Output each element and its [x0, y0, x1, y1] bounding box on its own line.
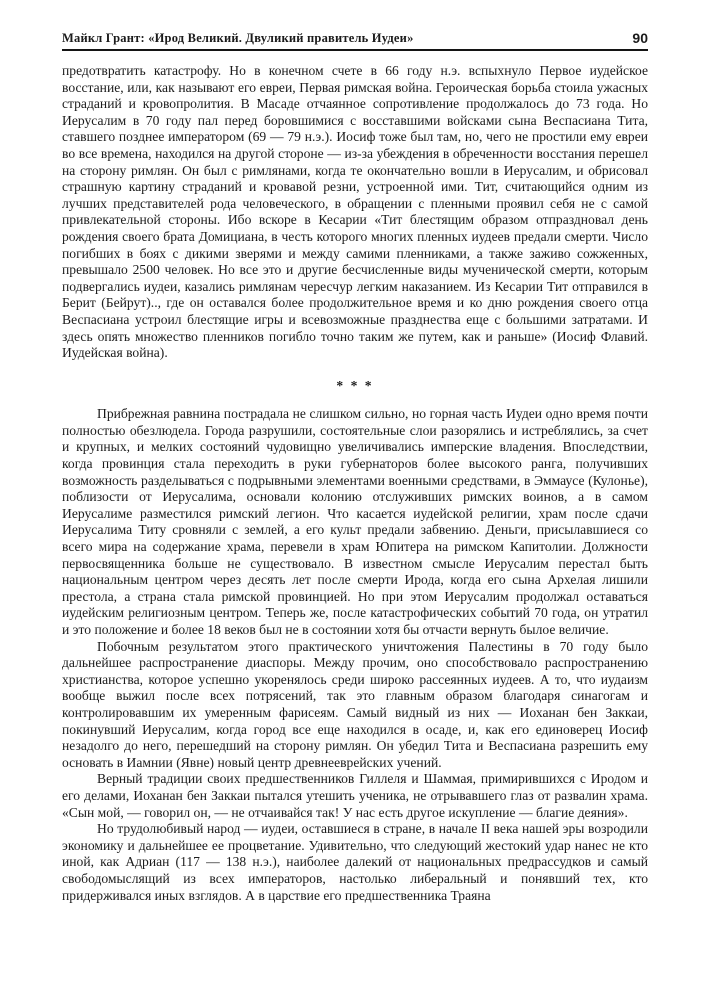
paragraph-continuation: предотвратить катастрофу. Но в конечном счете в 66 году н.э. вспыхнуло Первое иудейское восстание, или, как называют его евреи, Первая римская война. Героическая борьба стоила ужасных страданий и кровопролития. В Масаде отчаянное сопротивление продолжалось до 73 года. Но Иерусалим в 70 году пал перед боровшимися с восставшими войсками сына Веспасиана Тита, ставшего позднее императором (69 — 79 н.э.). Иосиф тоже был там, но, чего не простили ему евреи во все времена, находился на другой стороне — из-за убеждения в обреченности восстания перешел на сторону римлян. Он был с римлянами, когда те окончательно вошли в Иерусалим, и обрисовал страшную картину страданий и кровавой резни, устроенной ими. Тит, считающийся одним из лучших представителей рода человеческого, в обращении с пленными проявил себя не с самой привлекательной стороны. Ибо вскоре в Кесарии «Тит блестящим образом отпраздновал день рождения своего брата Домициана, в честь которого многих пленных иудеев предали смерти. Число погибших в боях с дикими зверями и между самими пленниками, а также заживо сожженных, превышало 2500 человек. Но все это и другие бесчисленные виды мученической смерти, которым подвергались иудеи, казались римлянам чересчур легким наказанием. Из Кесарии Тит отправился в Берит (Бейрут).., где он оставался более продолжительное время и ко дню рождения своего отца Веспасиана устроил блестящие игры и всевозможные празднества еще с большими затратами. И здесь опять множество пленников погибло точно таким же путем, как и раньше» (Иосиф Флавий. Иудейская война).	[62, 63, 648, 361]
page-number: 90	[632, 30, 648, 46]
page-body-text	[62, 63, 648, 904]
running-head-title: Майкл Грант: «Ирод Великий. Двуликий правитель Иудеи»	[62, 31, 414, 45]
page-header	[62, 30, 648, 46]
paragraph: Верный традиции своих предшественников Гиллеля и Шаммая, примирившихся с Иродом и его делами, Иоханан бен Заккаи пытался утешить ученика, не отрывавшего глаз от развалин храма. «Сын мой, — говорил он, — не отчаивайся так! У нас есть другое искупление — благие деяния».	[62, 771, 648, 820]
header-rule	[62, 49, 648, 51]
paragraph: Прибрежная равнина пострадала не слишком сильно, но горная часть Иудеи одно время почти полностью обезлюдела. Города разрушили, состоятельные слои разорялись и истреблялись, за счет и крупных, и мелких состояний чудовищно увеличивались имперские владения. Впоследствии, когда провинция стала переходить в руки губернаторов более высокого ранга, получивших возможность разделываться с подрывными элементами военными средствами, в Эммаусе (Кулонье), поблизости от Иерусалима, основали колонию отслуживших римских воинов, а в самом Иерусалиме разместился римский легион. Что касается иудейской религии, храм после сдачи Иерусалима Титу сровняли с землей, а его культ предали забвению. Деньги, присылавшиеся со всего мира на содержание храма, перевели в храм Юпитера на римском Капитолии. Должности первосвященника больше не существовало. В известном смысле Иерусалим перестал быть национальным центром через десять лет после смерти Ирода, когда его сына Архелая лишили престола, а страна стала римской провинцией. Но при этом Иерусалим продолжал оставаться иудейским религиозным центром. Теперь же, после катастрофических событий 70 года, он утратил и это положение и более 18 веков был не в состоянии хотя бы отчасти вернуть былое величие.	[62, 406, 648, 637]
section-separator-asterisks: * * *	[336, 377, 374, 393]
paragraph: Побочным результатом этого практического уничтожения Палестины в 70 году было дальнейшее распространение диаспоры. Между прочим, оно способствовало распространению христианства, которое успешно укоренялось среди широко рассеянных иудеев. А то, что иудаизм вообще выжил после всех потрясений, так это главным образом благодаря синагогам и контролировавшим их умеренным фарисеям. Самый видный из них — Иоханан бен Заккаи, покинувший Иерусалим, когда город все еще находился в осаде, и, как его единоверец Иосиф незадолго до него, перешедший на сторону римлян. Он убедил Тита и Веспасиана разрешить ему основать в Иамнии (Явне) новый центр древнееврейских учений.	[62, 638, 648, 770]
paragraph: Но трудолюбивый народ — иудеи, оставшиеся в стране, в начале II века нашей эры возродили экономику и дальнейшее ее процветание. Удивительно, что следующий жестокий удар нанес не кто иной, как Адриан (117 — 138 н.э.), наиболее далекий от национальных предрассудков и самый свободомыслящий из всех императоров, настолько либеральный и понявший тех, кто придерживался иных взглядов. А в царствие его предшественника Траяна	[62, 821, 648, 903]
